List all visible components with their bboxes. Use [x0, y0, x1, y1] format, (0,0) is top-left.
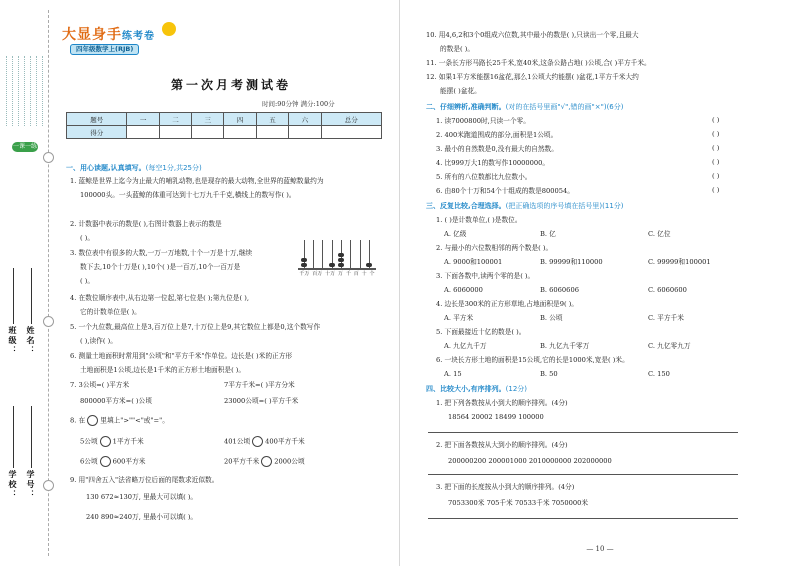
score-input-cell[interactable]: [224, 126, 256, 139]
choice-6-option[interactable]: A. 15: [444, 370, 462, 378]
section-2-heading: 二、仔细辨析,准确判断。(对的在括号里画"√",错的画"×")(6分): [426, 103, 624, 111]
question-12-cont: 能摆( )盆花。: [440, 87, 481, 95]
section-1-heading: 一、用心读题,认真填写。(每空1分,共25分): [66, 164, 202, 172]
choice-5: 5. 下面最接近十亿的数是( )。: [436, 328, 526, 336]
answer-line[interactable]: [428, 474, 738, 475]
score-header-cell: 一: [127, 113, 159, 126]
school-line[interactable]: [13, 406, 14, 468]
choice-2-option[interactable]: A. 9000和100001: [444, 258, 503, 266]
choice-5-option[interactable]: B. 九亿九千零万: [540, 342, 590, 350]
judge-answer-4[interactable]: ( ): [712, 158, 720, 166]
number-label: 学号：: [26, 470, 36, 500]
class-label: 班级：: [8, 326, 18, 356]
judge-answer-5[interactable]: ( ): [712, 172, 720, 180]
abacus-label: 万: [338, 271, 344, 277]
question-2: 2. 计数器中表示的数是( ),右图计数器上表示的数是: [70, 220, 222, 228]
judge-answer-2[interactable]: ( ): [712, 130, 720, 138]
judge-answer-3[interactable]: ( ): [712, 144, 720, 152]
section-3-heading: 三、反复比较,合理选择。(把正确选项的序号填在括号里)(11分): [426, 202, 624, 210]
grade-badge: 四年级数学上(RJB): [70, 44, 139, 55]
green-badge: 一课一练: [12, 143, 37, 150]
abacus-label: 十万: [325, 271, 336, 277]
judge-1: 1. 读7000800时,只读一个零。: [436, 117, 530, 125]
judge-4: 4. 比999万大1的数写作10000000。: [436, 159, 550, 167]
school-label: 学校：: [8, 470, 18, 500]
abacus-label: 百: [353, 271, 359, 277]
question-6: 6. 测量土地面积时常用到"公顷"和"平方千米"作单位。边长是( )米的正方形: [70, 352, 293, 360]
answer-line[interactable]: [428, 518, 738, 519]
sort-2-numbers: 200000200 200001000 2010000000 202000000: [448, 457, 612, 465]
score-header-cell: 三: [192, 113, 224, 126]
abacus-figure: [298, 236, 376, 280]
score-input-cell[interactable]: [159, 126, 191, 139]
question-4: 4. 在数位顺序表中,从右边第一位起,第七位是( );第九位是( ),: [70, 294, 249, 302]
binding-hole: [43, 316, 54, 327]
score-input-cell[interactable]: [256, 126, 288, 139]
choice-4-option[interactable]: B. 公顷: [540, 314, 563, 322]
score-input-cell[interactable]: [127, 126, 159, 139]
judge-3: 3. 最小的自然数是0,没有最大的自然数。: [436, 145, 558, 153]
choice-4-option[interactable]: C. 平方千米: [648, 314, 684, 322]
question-7b: 7平方千米=( )平方分米: [224, 381, 295, 389]
score-row-label: 得分: [67, 126, 127, 139]
question-7d: 23000公顷=( )平方千米: [224, 397, 299, 405]
binding-hole: [43, 152, 54, 163]
judge-5: 5. 所有的八位数都比九位数小。: [436, 173, 532, 181]
abacus-label: 千万: [299, 271, 310, 277]
score-input-cell[interactable]: [289, 126, 321, 139]
score-header-cell: 四: [224, 113, 256, 126]
answer-line[interactable]: [428, 432, 738, 433]
sort-2: 2. 把下面各数按从大到小的顺序排列。(4分): [436, 441, 568, 449]
margin-decoration: [6, 56, 50, 128]
choice-3-option[interactable]: C. 6060600: [648, 286, 687, 294]
choice-4-option[interactable]: A. 平方米: [444, 314, 474, 322]
answer-circle[interactable]: [100, 436, 111, 447]
logo-text: 大显身手练考卷: [62, 27, 155, 43]
question-6-cont: 土地面积是1公顷,边长是1千米的正方形土地面积是( )。: [80, 366, 246, 374]
choice-2-option[interactable]: B. 99999和110000: [540, 258, 603, 266]
question-8-row2b: 20平方千米 2000公顷: [224, 457, 305, 466]
sort-3: 3. 把下面的长度按从小到大的顺序排列。(4分): [436, 483, 575, 491]
judge-answer-1[interactable]: ( ): [712, 116, 720, 124]
question-2-cont: ( )。: [80, 234, 95, 242]
question-11: 11. 一条长方形马路长25千米,宽40米,这条公路占地( )公顷,合( )平方千米。: [426, 59, 651, 67]
question-9-row2: 240 890≈240万, 里最小可以填( )。: [86, 513, 198, 521]
score-header-cell: 总分: [321, 113, 381, 126]
choice-6-option[interactable]: B. 50: [540, 370, 558, 378]
binding-margin: [0, 0, 58, 566]
score-table: [66, 112, 382, 139]
class-line[interactable]: [13, 268, 14, 324]
question-8-row2: 6公顷 600平方米: [80, 457, 146, 466]
question-8-row1: 5公顷 1平方千米: [80, 437, 144, 446]
choice-1-option[interactable]: B. 亿: [540, 230, 556, 238]
question-1-cont: 100000头。一头蓝鲸的体重可达到十七万九千千克,横线上的数写作( )。: [80, 191, 296, 199]
question-5-cont: ( ),读作( )。: [80, 337, 117, 345]
abacus-label: 千: [345, 271, 351, 277]
section-4-heading: 四、比较大小,有序排列。(12分): [426, 385, 528, 393]
choice-2-option[interactable]: C. 99999和100001: [648, 258, 711, 266]
choice-6-option[interactable]: C. 150: [648, 370, 670, 378]
choice-3-option[interactable]: B. 6060606: [540, 286, 579, 294]
sort-1: 1. 把下列各数按从小到大的顺序排列。(4分): [436, 399, 568, 407]
cut-line: [48, 10, 49, 556]
judge-2: 2. 400米跑道围成的部分,面积是1公顷。: [436, 131, 558, 139]
abacus-label: 个: [369, 271, 375, 277]
score-header-cell: 二: [159, 113, 191, 126]
score-header-cell: 五: [256, 113, 288, 126]
question-3-cont2: ( )。: [80, 277, 95, 285]
brand-logo: [62, 22, 182, 58]
score-input-cell[interactable]: [321, 126, 381, 139]
judge-6: 6. 由80个十万和54个十组成的数是800054。: [436, 187, 574, 195]
question-12: 12. 如果1平方米能摆16盆花,那么1公顷大约能摆( )盆花,1平方千米大约: [426, 73, 639, 81]
question-10: 10. 用4,6,2和3个0组成六位数,其中最小的数是( ),只读出一个零,且最大: [426, 31, 639, 39]
question-7a: 7. 3公顷=( )平方米: [70, 381, 130, 389]
choice-4: 4. 边长是300米的正方形草地,占地面积是9( )。: [436, 300, 578, 308]
compare-circle-icon: [87, 415, 98, 426]
question-7c: 800000平方米=( )公顷: [80, 397, 152, 405]
question-10-cont: 的数是( )。: [440, 45, 475, 53]
answer-circle[interactable]: [100, 456, 111, 467]
exam-title: 第一次月考测试卷: [170, 78, 291, 92]
choice-1-option[interactable]: C. 亿位: [648, 230, 671, 238]
sort-3-numbers: 7053300米 705千米 70533千米 7050000米: [448, 499, 589, 507]
choice-1-option[interactable]: A. 亿级: [444, 230, 467, 238]
choice-3: 3. 下面各数中,读两个零的是( )。: [436, 272, 535, 280]
question-5: 5. 一个九位数,最高位上是3,百万位上是7,十万位上是9,其它数位上都是0,这个数写作: [70, 323, 321, 331]
score-header-cell: 题号: [67, 113, 127, 126]
choice-5-option[interactable]: A. 九亿九千万: [444, 342, 487, 350]
question-3: 3. 数位表中有很多的大数,一万一万地数,十个一万是十万,继续: [70, 249, 253, 257]
question-9-row1: 130 672≈130万, 里最大可以填( )。: [86, 493, 198, 501]
question-1: 1. 蓝鲸是世界上迄今为止最大的哺乳动物,也是现存的最大动物,全世界的蓝鲸数量约为: [70, 177, 324, 185]
question-8: 8. 在 里填上">""<"或"="。: [70, 416, 169, 425]
sun-icon: [162, 22, 176, 36]
question-9: 9. 用"四舍五入"法省略万位后面的尾数求近似数。: [70, 476, 219, 484]
score-input-cell[interactable]: [192, 126, 224, 139]
binding-hole: [43, 480, 54, 491]
choice-1: 1. ( )是计数单位,( )是数位。: [436, 216, 522, 224]
choice-5-option[interactable]: C. 九亿零九万: [648, 342, 691, 350]
answer-circle[interactable]: [261, 456, 272, 467]
sort-1-numbers: 18564 20002 18499 100000: [448, 413, 544, 421]
judge-answer-6[interactable]: ( ): [712, 186, 720, 194]
abacus-label: 百万: [312, 271, 323, 277]
name-line[interactable]: [31, 268, 32, 324]
question-4-cont: 它的计数单位是( )。: [80, 308, 141, 316]
choice-2: 2. 与最小的六位数相邻的两个数是( )。: [436, 244, 553, 252]
abacus-label: 十: [361, 271, 367, 277]
question-3-cont: 数下去,10个十万是( ),10个( )是一百万,10个一百万是: [80, 263, 241, 271]
score-header-cell: 六: [289, 113, 321, 126]
choice-3-option[interactable]: A. 6060000: [444, 286, 483, 294]
name-label: 姓名：: [26, 326, 36, 356]
answer-circle[interactable]: [252, 436, 263, 447]
time-line: 时间:90分钟 满分:100分: [262, 100, 335, 108]
page-number: — 10 —: [586, 545, 614, 553]
number-line[interactable]: [31, 406, 32, 468]
choice-6: 6. 一块长方形土地的面积是15公顷,它的长是1000米,宽是( )米。: [436, 356, 629, 364]
question-8-row1b: 401公顷 400平方千米: [224, 437, 305, 446]
